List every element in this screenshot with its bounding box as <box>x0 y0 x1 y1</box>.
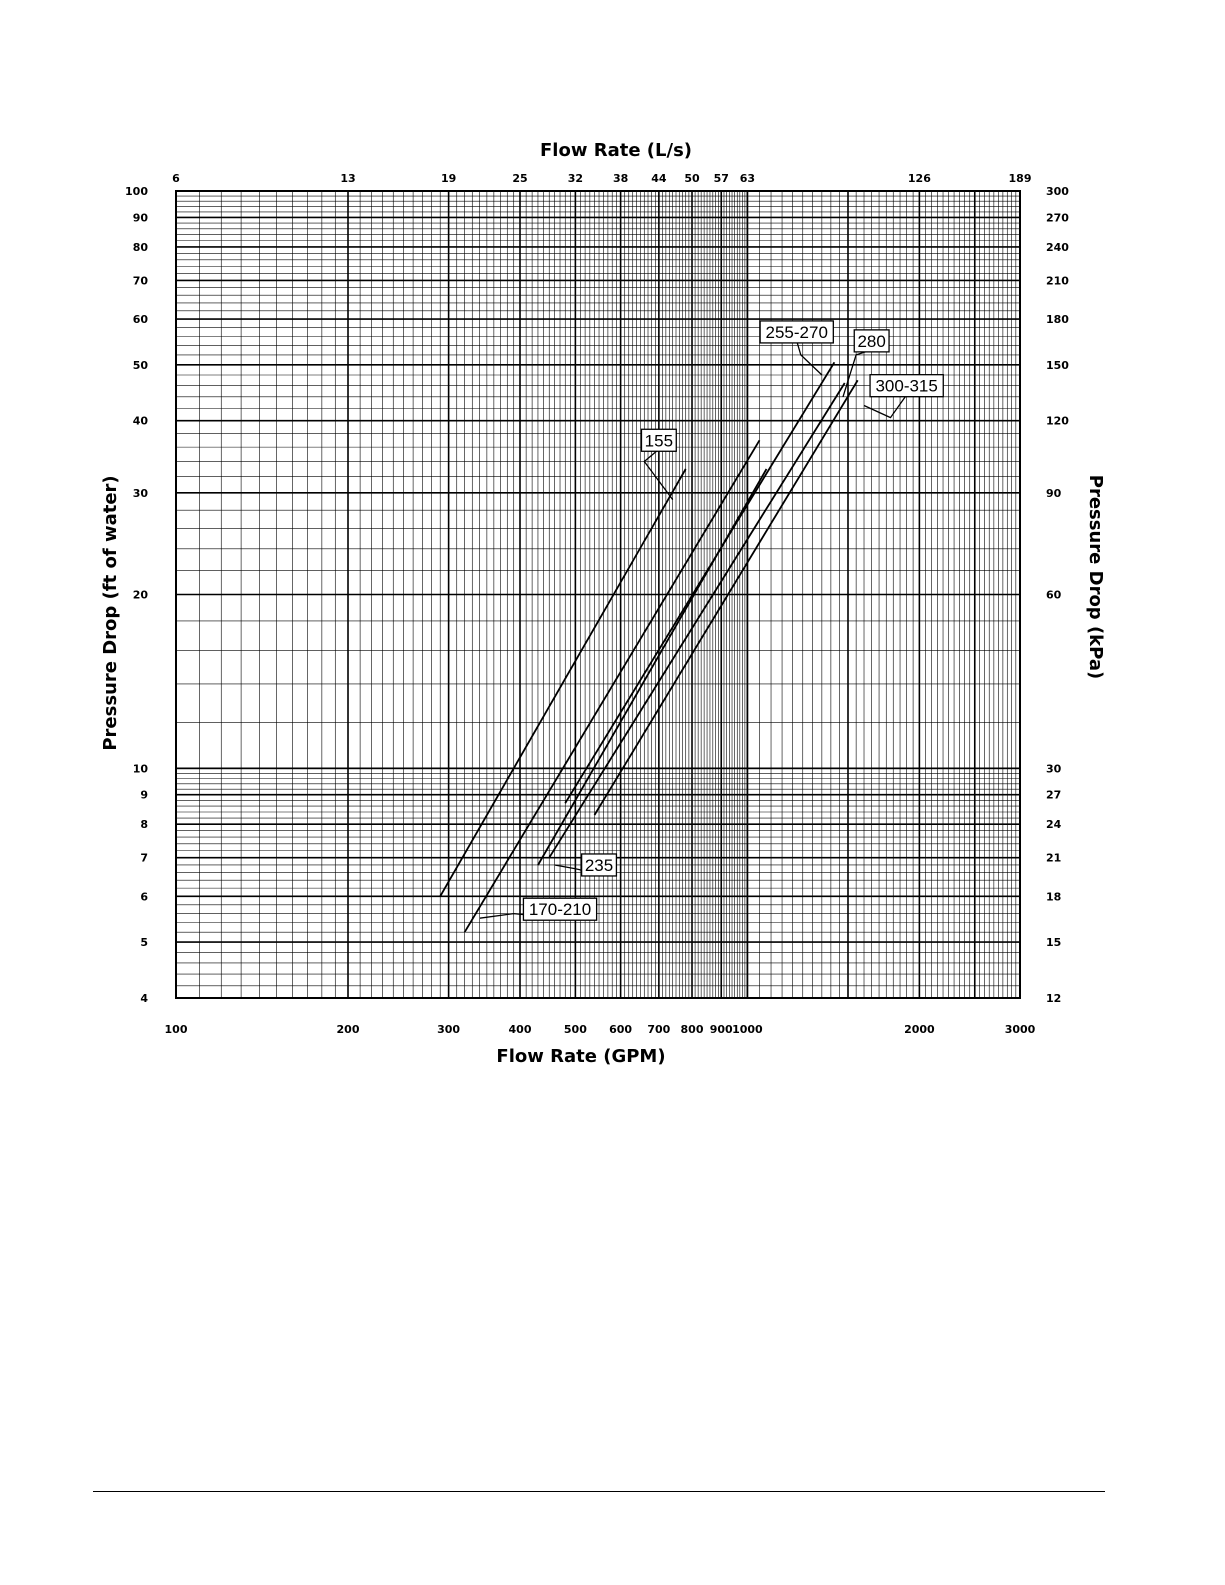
callout-label: 170-210 <box>528 900 592 920</box>
y-left-tick-label: 100 <box>125 185 148 198</box>
y-left-tick-label: 7 <box>140 851 148 865</box>
y-right-tick-label: 300 <box>1046 185 1069 198</box>
callout-label: 280 <box>857 331 886 351</box>
y-left-tick-label: 70 <box>132 274 148 288</box>
x-top-tick-label: 13 <box>340 172 356 185</box>
y-right-tick-label: 120 <box>1046 414 1069 428</box>
y-right-tick-label: 150 <box>1046 358 1069 372</box>
callout-label: 155 <box>644 431 674 451</box>
x-bottom-tick-label: 700 <box>647 1023 671 1036</box>
series-line-3 <box>565 362 834 803</box>
y-right-tick-label: 12 <box>1046 992 1062 1005</box>
y-left-tick-label: 90 <box>132 211 148 225</box>
y-left-tick-label: 80 <box>132 240 148 254</box>
y-right-tick-label: 30 <box>1046 762 1062 776</box>
y-left-tick-label: 30 <box>132 486 148 500</box>
callout-label: 300-315 <box>875 376 938 396</box>
x-bottom-tick-label: 400 <box>508 1023 532 1036</box>
x-top-tick-label: 189 <box>1008 172 1032 185</box>
y-left-tick-label: 10 <box>132 762 148 776</box>
x-bottom-tick-label: 900 <box>709 1023 733 1036</box>
y-right-tick-label: 18 <box>1046 890 1062 904</box>
y-left-tick-label: 60 <box>132 313 148 327</box>
series-line-6 <box>595 380 858 815</box>
grid <box>176 191 1020 998</box>
y-axis-right-title: Pressure Drop (kPa) <box>1085 474 1106 680</box>
y-left-tick-label: 5 <box>140 936 148 950</box>
x-bottom-tick-label: 600 <box>609 1023 633 1036</box>
x-bottom-tick-label: 200 <box>336 1023 360 1036</box>
y-right-tick-label: 27 <box>1046 788 1062 802</box>
y-left-tick-label: 6 <box>140 890 148 904</box>
x-top-tick-label: 50 <box>684 172 700 185</box>
callout-label: 235 <box>584 855 614 875</box>
y-right-tick-label: 240 <box>1046 240 1069 254</box>
x-bottom-tick-label: 100 <box>164 1023 188 1036</box>
y-right-tick-label: 60 <box>1046 588 1062 602</box>
x-bottom-tick-label: 500 <box>563 1023 587 1036</box>
callout-leader <box>797 341 822 375</box>
y-left-tick-label: 40 <box>132 414 148 428</box>
x-top-tick-label: 38 <box>612 172 629 185</box>
x-bottom-tick-label: 300 <box>437 1023 461 1036</box>
callout-6 <box>480 898 597 920</box>
x-top-tick-label: 57 <box>713 172 729 185</box>
y-left-tick-label: 50 <box>132 358 148 372</box>
y-right-tick-label: 15 <box>1046 936 1062 950</box>
callout-label: 255-270 <box>765 322 828 342</box>
y-right-tick-label: 90 <box>1046 486 1062 500</box>
y-left-tick-label: 9 <box>140 788 148 802</box>
x-axis-top-title: Flow Rate (L/s) <box>539 140 693 161</box>
series-line-1 <box>440 469 686 896</box>
y-right-tick-label: 210 <box>1046 274 1069 288</box>
x-bottom-tick-label: 2000 <box>904 1023 935 1036</box>
y-left-tick-label: 4 <box>140 992 148 1005</box>
x-top-tick-label: 63 <box>739 172 756 185</box>
y-left-tick-label: 20 <box>132 588 148 602</box>
x-top-tick-label: 6 <box>172 172 180 185</box>
x-top-tick-label: 32 <box>567 172 584 185</box>
x-axis-bottom-title: Flow Rate (GPM) <box>496 1046 666 1067</box>
x-bottom-tick-label: 1000 <box>732 1023 763 1036</box>
y-left-tick-label: 8 <box>140 818 148 832</box>
y-right-tick-label: 270 <box>1046 211 1069 225</box>
x-bottom-tick-label: 3000 <box>1004 1023 1036 1036</box>
x-bottom-tick-label: 800 <box>680 1023 704 1036</box>
y-axis-left-title: Pressure Drop (ft of water) <box>100 475 121 751</box>
x-top-tick-label: 19 <box>440 172 457 185</box>
y-right-tick-label: 21 <box>1046 851 1062 865</box>
series-line-5 <box>549 383 845 858</box>
x-top-tick-label: 44 <box>651 172 667 185</box>
y-right-tick-label: 180 <box>1046 313 1069 327</box>
x-top-tick-label: 25 <box>512 172 528 185</box>
x-top-tick-label: 126 <box>907 172 931 185</box>
y-right-tick-label: 24 <box>1046 818 1062 832</box>
footer-rule <box>93 1491 1105 1492</box>
